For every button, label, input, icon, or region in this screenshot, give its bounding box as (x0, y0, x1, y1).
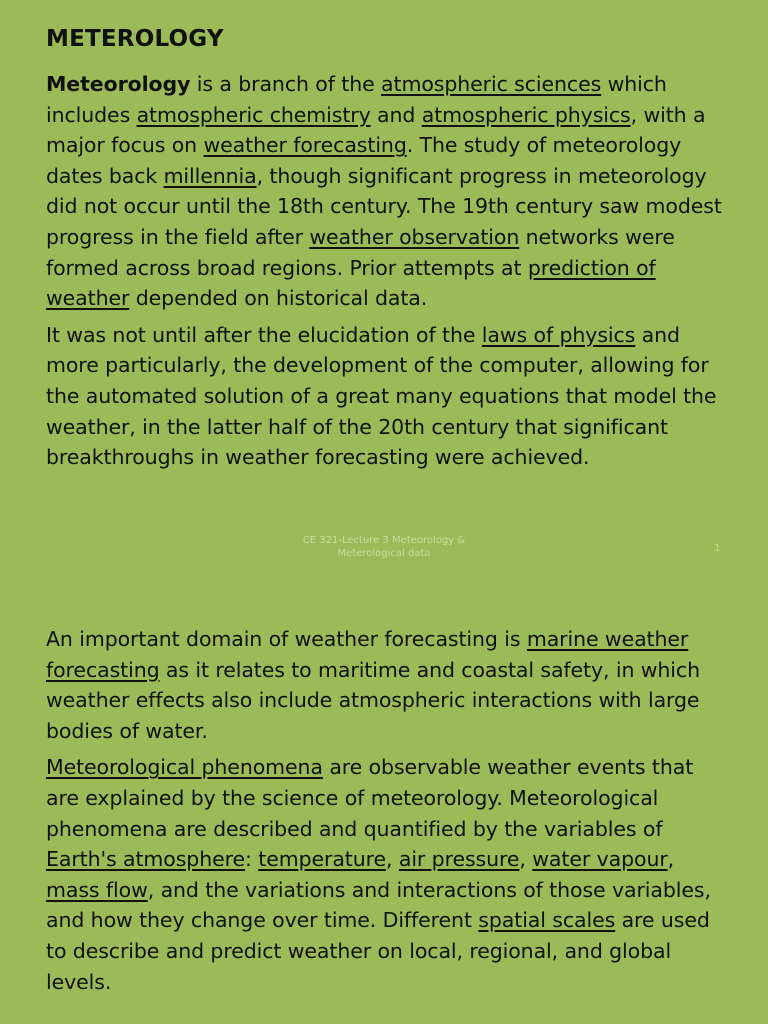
hyperlink[interactable]: mass flow (46, 877, 148, 902)
hyperlink[interactable]: marine weather forecasting (46, 627, 689, 682)
paragraph (46, 624, 726, 746)
hyperlink[interactable]: atmospheric chemistry (136, 102, 371, 127)
hyperlink[interactable]: air pressure (398, 847, 520, 872)
text-run: which includes (46, 72, 667, 127)
hyperlink[interactable]: weather forecasting (203, 133, 407, 158)
text-run: , (386, 847, 399, 872)
hyperlink[interactable]: laws of physics (481, 322, 636, 347)
hyperlink[interactable]: weather observation (309, 224, 520, 249)
text-run: networks were formed across broad regions. Prior attempts at (46, 224, 675, 280)
text-run: are observable weather events that are explained by the science of meteorology. Meteorological phenomena are described and quantified by the variables of (46, 755, 694, 841)
slide-title: METEROLOGY (46, 26, 224, 52)
text-run: are used to describe and predict weather on local, regional, and global levels. (46, 908, 710, 994)
text-run: It was not until after the elucidation of the (46, 322, 482, 347)
slide-2 (0, 600, 768, 1024)
hyperlink[interactable]: atmospheric sciences (381, 72, 602, 96)
text-run: , (519, 847, 533, 872)
text-run: depended on historical data. (129, 286, 428, 311)
text-run: , (667, 847, 675, 872)
text-run: Meteorology (46, 72, 191, 96)
hyperlink[interactable]: millennia (163, 163, 257, 188)
hyperlink[interactable]: atmospheric physics (421, 102, 631, 127)
text-run: , with a major focus on (46, 102, 706, 158)
footer-line: CE 321-Lecture 3 Meteorology & (302, 535, 466, 546)
hyperlink[interactable]: water vapour (532, 847, 668, 872)
hyperlink[interactable]: temperature (258, 847, 387, 872)
text-run: , and the variations and interactions of those variables, and how they change over time. Different (46, 877, 711, 933)
text-run: as it relates to maritime and coastal safety, in which weather effects also include atmospheric interactions with large bodies of water. (46, 657, 700, 743)
paragraph (46, 752, 726, 997)
hyperlink[interactable]: Meteorological phenomena (46, 755, 323, 780)
text-run: and more particularly, the development of the computer, allowing for the automated solution of a great many equations that model the weather, in the latter half of the 20th century that significant breakthroughs in weather forecasting were achieved. (46, 322, 717, 470)
text-run: is a branch of the (190, 72, 382, 96)
slide-2-body (46, 624, 726, 1003)
text-run: : (245, 847, 259, 872)
text-run: An important domain of weather forecasting is (46, 627, 527, 651)
text-run: and (370, 102, 422, 127)
footer-line: Meterological data (337, 548, 431, 559)
slide-footer (0, 534, 768, 560)
hyperlink[interactable]: prediction of weather (46, 255, 656, 311)
hyperlink[interactable]: Earth's atmosphere (46, 847, 246, 872)
paragraph (46, 69, 726, 314)
page-number: 1 (714, 543, 721, 554)
paragraph (46, 320, 726, 473)
slide-1-body (46, 69, 726, 479)
text-run: . The study of meteorology dates back (46, 133, 682, 188)
hyperlink[interactable]: spatial scales (478, 908, 616, 933)
text-run: , though significant progress in meteorology did not occur until the 18th century. The 19th century saw modest progress in the field after (46, 163, 722, 249)
